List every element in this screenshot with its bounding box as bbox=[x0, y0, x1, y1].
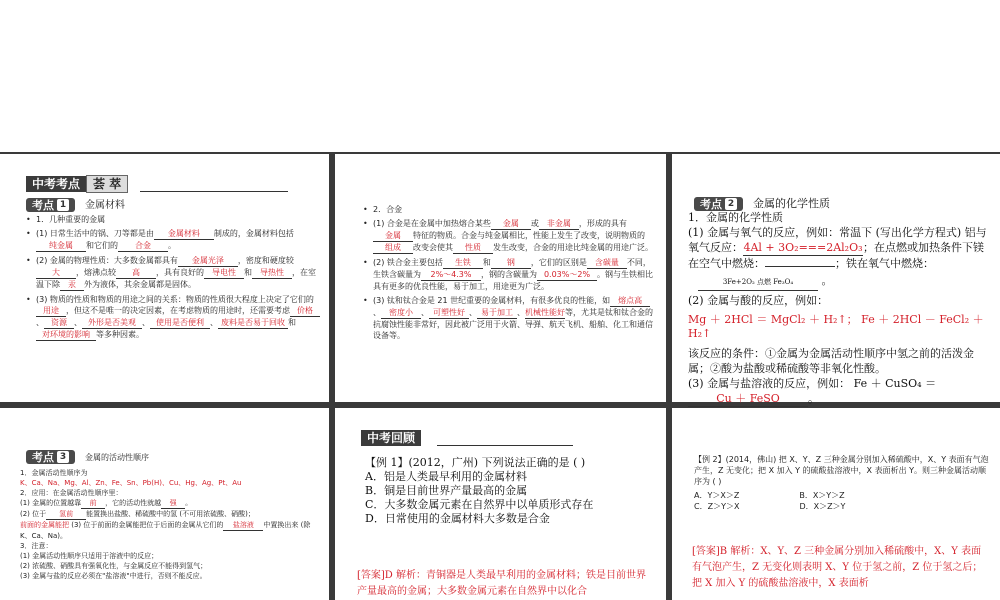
item-text: (3) 金属与盐的反应必须在"盐溶液"中进行，否则不能反应。 bbox=[20, 572, 207, 580]
text: (3) 物质的性质和物质的用途之间的关系：物质的性质很大程度上决定了它们的 bbox=[36, 295, 314, 304]
banner-label: 中考考点 bbox=[26, 176, 86, 192]
item-text: (2) 浓硫酸、硝酸具有强氧化性，与金属反应不能得到氢气； bbox=[20, 562, 208, 570]
answer: 组成 bbox=[373, 242, 413, 254]
topic-tag-number: 2 bbox=[725, 198, 737, 210]
text: ；在点燃或加热条件下镁在空气中燃烧： bbox=[688, 241, 984, 270]
topic-heading bbox=[26, 450, 149, 464]
answer: 合金 bbox=[118, 240, 168, 252]
item-text bbox=[373, 218, 655, 254]
text: 或 bbox=[530, 219, 539, 228]
content bbox=[20, 468, 320, 581]
text: 和 bbox=[244, 268, 252, 277]
item-text: 1．金属活动性顺序为 bbox=[20, 469, 88, 477]
blank-top-area bbox=[0, 0, 1000, 152]
option-d[interactable]: D．日常使用的金属材料大多数是合金 bbox=[365, 512, 550, 525]
answer: 价格 bbox=[290, 305, 320, 317]
answer-explanation: [答案]B 解析：X、Y、Z 三种金属分别加入稀硫酸中，X、Y 表面有气泡产生，Z 无变化则表明 X、Y 位于氢之前，Z 位于氢之后；把 X 加入 Y 的硫酸盐溶液中，X 表面析 bbox=[692, 546, 983, 589]
list-item: • (1) 日常生活中的锅、刀等都是由 金属材料 制成的，金属材料包括纯金属 和它们的 合金 。 bbox=[26, 228, 320, 252]
item-text: 2．应用：在金属活动性顺序里： bbox=[20, 489, 123, 497]
text: (3) 钛和钛合金是 21 世纪重要的金属材料，有很多优良的性能，如 bbox=[373, 296, 611, 305]
slide-example-2[interactable] bbox=[672, 408, 1000, 600]
content bbox=[363, 204, 655, 341]
text: 等多种因素。 bbox=[96, 330, 144, 339]
content bbox=[26, 214, 320, 341]
answer: 可塑性好 bbox=[429, 307, 469, 319]
banner-rule bbox=[437, 445, 573, 446]
answer: 0.03%～2% bbox=[537, 269, 597, 281]
question: 【例 1】(2012，广州) 下列说法正确的是 ( ) bbox=[365, 456, 586, 469]
banner-rule bbox=[140, 191, 288, 192]
item-text bbox=[688, 225, 988, 271]
text: 中置换出来 (除 K、Ca、Na)。 bbox=[20, 521, 311, 540]
text: 改变会使其 bbox=[413, 243, 453, 252]
text: 。 bbox=[185, 499, 193, 507]
answer: 金属光泽 bbox=[178, 255, 238, 267]
text: ，熔沸点较 bbox=[76, 268, 116, 277]
text: ，钢的含碳量为 bbox=[481, 270, 537, 279]
answer: Cu ＋ FeSO bbox=[688, 392, 808, 407]
answer: 导热性 bbox=[252, 267, 292, 279]
section-banner bbox=[361, 430, 421, 446]
text: 不同，生铁含碳量为 bbox=[373, 258, 651, 279]
topic-tag-label: 考点 bbox=[32, 451, 54, 464]
item-text bbox=[373, 257, 655, 292]
item-text: (3) 钛和钛合金是 21 世纪重要的金属材料，有很多优良的性能，如 熔点高、 密度小 、 可塑性好 、 易于加工 、机械性能好等，尤其是钛和钛合金的抗腐蚀性能非常好，因此被广泛用于火箭、导弹、航天飞机、船舶、化工和通信设备等。 bbox=[373, 296, 653, 340]
content bbox=[694, 454, 992, 512]
item-text: (1) 金属活动性顺序只适用于溶液中的反应； bbox=[20, 552, 159, 560]
answer: 2%～4.3% bbox=[421, 269, 481, 281]
text: (2) 铁合金主要包括 bbox=[373, 258, 443, 267]
list-item: • (3) 物质的性质和物质的用途之间的关系：物质的性质很大程度上决定了它们的用途 ，但这不是唯一的决定因素，在考虑物质的用途时，还需要考虑 价格、 资源 、 外形是否美观 、 使用是否便利 、 废料是否易于回收 和对环境的影响 等多种因素。 bbox=[26, 294, 320, 341]
answer: 前 bbox=[81, 498, 105, 509]
answer: 用途 bbox=[36, 305, 66, 317]
banner-sub: 荟 萃 bbox=[86, 175, 128, 193]
answer: 金属 bbox=[373, 230, 413, 242]
answer: 大 bbox=[36, 267, 76, 279]
text: ，它们的区别是 bbox=[530, 258, 587, 267]
item-text: 1．金属的化学性质 bbox=[688, 211, 783, 224]
answer: 汞 bbox=[60, 279, 84, 291]
options-row bbox=[694, 501, 992, 512]
option-d[interactable]: D．X＞Z＞Y bbox=[799, 502, 846, 511]
option-a[interactable]: A．Y＞X＞Z bbox=[694, 491, 740, 500]
answer: 含碳量 bbox=[587, 257, 627, 269]
text: 和 bbox=[482, 258, 491, 267]
item-text: 该反应的条件：①金属为金属活动性顺序中氢之前的活泼金属；②酸为盐酸或稀硫酸等非氧化性酸。 bbox=[688, 347, 974, 375]
item-text: (3) 金属与盐溶液的反应，例如： Fe ＋ CuSO₄ ＝ Cu ＋ FeSO 。 bbox=[688, 377, 937, 405]
topic-title: 金属的活动性顺序 bbox=[85, 452, 149, 462]
option-c[interactable]: C．大多数金属元素在自然界中以单质形式存在 bbox=[365, 498, 594, 511]
text: ，但这不是唯一的决定因素，在考虑物质的用途时，还需要考虑 bbox=[66, 306, 290, 315]
slide-exam-review[interactable] bbox=[335, 408, 666, 600]
content bbox=[365, 456, 655, 526]
answer: 金属 bbox=[491, 218, 531, 230]
slide-alloys[interactable] bbox=[335, 154, 666, 402]
option-a[interactable]: A．铝是人类最早利用的金属材料 bbox=[365, 470, 527, 483]
answer: 前面的金属能把 bbox=[20, 521, 69, 529]
answer: 密度小 bbox=[381, 307, 421, 319]
answer: 生铁 bbox=[443, 257, 483, 269]
text: 制成的，金属材料包括 bbox=[213, 229, 294, 238]
slide-activity-series[interactable] bbox=[0, 408, 329, 600]
option-c[interactable]: C．Z＞Y＞X bbox=[694, 502, 740, 511]
text: ，在室温下除 bbox=[36, 268, 316, 289]
item-text bbox=[20, 498, 320, 509]
list-item: • (1) 合金是在金属中加热熔合某些 金属 或 非金属 ，形成的具有金属 特征的物质。合金与纯金属相比，性能上发生了改变，说明物质的组成 改变会使其 性质 发生改变，合金的用途比纯金属的用途广泛。 bbox=[363, 219, 653, 252]
text: ，形成的具有 bbox=[578, 219, 627, 228]
topic-tag-label: 考点 bbox=[32, 199, 54, 212]
text: ，具有良好的 bbox=[156, 268, 204, 277]
item-text: 2．合金 bbox=[373, 205, 403, 214]
text: (1) 日常生活中的锅、刀等都是由 bbox=[36, 229, 154, 238]
blank bbox=[765, 266, 835, 267]
answer: 盐溶液 bbox=[223, 520, 263, 531]
text: 和它们的 bbox=[86, 241, 118, 250]
answer-explanation: [答案]D 解析：青铜器是人类最早利用的金属材料；铁是目前世界产量最高的金属；大多数金属元素在自然界中以化合 bbox=[357, 570, 646, 597]
text: ，它的活动性就越 bbox=[105, 499, 162, 507]
text: 发生改变，合金的用途比纯金属的用途广泛。 bbox=[493, 243, 653, 252]
topic-tag-number: 1 bbox=[57, 199, 69, 211]
answer: 性质 bbox=[453, 242, 493, 254]
text: 。钢与生铁相比具有更多的优良性能，易于加工，用途更为广泛。 bbox=[373, 270, 653, 291]
answer: Mg ＋ 2HCl ＝ MgCl₂ ＋ H₂↑； Fe ＋ 2HCl － FeCl₂ ＋ H₂↑ bbox=[688, 313, 984, 340]
text: (2) 位于 bbox=[20, 510, 47, 518]
list-item: • (2) 铁合金主要包括 生铁 和 钢 ，它们的区别是 含碳量 不同，生铁含碳量为 2%～4.3% ，钢的含碳量为 0.03%～2% 。钢与生铁相比具有更多的优良性能，易于加工，用途更为广泛。 bbox=[363, 258, 653, 291]
answer: 熔点高 bbox=[610, 295, 650, 307]
topic-tag bbox=[694, 197, 743, 211]
text: (1) 金属与氧气的反应，例如：常温下 (写出化学方程式) 铝与氧气反应： bbox=[688, 226, 987, 254]
question: 【例 2】(2014，佛山) 把 X、Y、Z 三种金属分别加入稀硫酸中，X、Y 表面有气泡产生，Z 无变化；把 X 加入 Y 的硫酸盐溶液中，X 表面析出 Y。则三种金属活动顺序为 ( ) bbox=[694, 455, 989, 486]
topic-tag bbox=[26, 450, 75, 464]
topic-heading bbox=[694, 196, 830, 211]
item-text bbox=[20, 520, 320, 541]
answer: 高 bbox=[116, 267, 156, 279]
banner-label: 中考回顾 bbox=[361, 430, 421, 446]
activity-sequence: K、Ca、Na、Mg、Al、Zn、Fe、Sn、Pb(H)、Cu、Hg、Ag、Pt、Au bbox=[20, 479, 242, 487]
answer: 废料是否易于回收 bbox=[218, 317, 288, 329]
answer: 金属材料 bbox=[154, 228, 214, 240]
answer: 4Al + 3O₂===2Al₂O₃ bbox=[743, 241, 863, 254]
text: ；铁在氧气中燃烧： bbox=[835, 257, 934, 270]
item-text: (2) 金属与酸的反应，例如： bbox=[688, 294, 829, 307]
text: (3) 金属与盐溶液的反应，例如： Fe ＋ CuSO₄ ＝ bbox=[688, 377, 937, 390]
list-item: • 2．合金 bbox=[363, 205, 403, 214]
item-text: (1) 日常生活中的锅、刀等都是由 金属材料 制成的，金属材料包括纯金属 和它们的 合金 。 bbox=[36, 229, 294, 250]
option-b[interactable]: B．铜是目前世界产量最高的金属 bbox=[365, 484, 528, 497]
item-text: 3．注意： bbox=[20, 542, 53, 550]
item-text bbox=[36, 255, 320, 291]
text: 特征的物质。合金与纯金属相比，性能上发生了改变，说明物质的 bbox=[413, 231, 645, 240]
text: ，密度和硬度较 bbox=[237, 256, 294, 265]
answer: 机械性能好 bbox=[525, 308, 565, 317]
text: (2) 金属的物理性质：大多数金属都具有 bbox=[36, 256, 178, 265]
item-text bbox=[20, 509, 320, 520]
text: 能置换出盐酸、稀硫酸中的氢 (不可用浓硫酸、硝酸)； bbox=[86, 510, 255, 518]
item-text: 3Fe+2O₂ 点燃 Fe₃O₄ 。 bbox=[698, 273, 988, 291]
slide-metal-materials[interactable] bbox=[0, 154, 329, 402]
topic-heading bbox=[26, 198, 125, 212]
answer: 使用是否便利 bbox=[150, 317, 210, 329]
topic-title: 金属材料 bbox=[85, 199, 125, 211]
answer: 钢 bbox=[491, 257, 531, 269]
options-row bbox=[694, 490, 992, 501]
answer: 3Fe+2O₂ 点燃 Fe₃O₄ bbox=[698, 275, 818, 291]
answer: 资源 bbox=[44, 317, 74, 329]
answer: 外形是否美观 bbox=[82, 317, 142, 329]
answer: 对环境的影响 bbox=[36, 329, 96, 341]
text: 等，尤其是钛和钛合金的抗腐蚀性能非常好，因此被广泛用于火箭、导弹、航天飞机、船舶、化工和通信设备等。 bbox=[373, 308, 653, 340]
answer: 非金属 bbox=[539, 218, 579, 230]
text: (1) 合金是在金属中加热熔合某些 bbox=[373, 219, 491, 228]
section-banner bbox=[26, 176, 128, 192]
option-b[interactable]: B．X＞Y＞Z bbox=[799, 491, 845, 500]
list-item: • 1．几种重要的金属 bbox=[26, 215, 106, 224]
text: (1) 金属的位置越靠 bbox=[20, 499, 82, 507]
text: (3) 位于前面的金属能把位于后面的金属从它们的 bbox=[71, 521, 224, 529]
topic-title: 金属的化学性质 bbox=[753, 197, 830, 210]
topic-tag-label: 考点 bbox=[700, 197, 722, 211]
answer: 强 bbox=[161, 498, 185, 509]
text: 外为液体，其余金属都是固体。 bbox=[84, 280, 196, 289]
list-item: • (3) 钛和钛合金是 21 世纪重要的金属材料，有很多优良的性能，如 熔点高、 密度小 、 可塑性好 、 易于加工 、机械性能好等，尤其是钛和钛合金的抗腐蚀性能非常好，因此被广泛用于火箭、导弹、航天飞机、船舶、化工和通信设备等。 bbox=[363, 296, 653, 340]
answer: 氢前 bbox=[46, 509, 86, 520]
list-item: • (2) 金属的物理性质：大多数金属都具有 金属光泽 ，密度和硬度较大 ，熔沸点较 高 ，具有良好的 导电性 和 导热性 ，在室温下除 汞 外为液体，其余金属都是固体。 bbox=[26, 255, 320, 291]
answer: 易于加工 bbox=[477, 307, 517, 319]
topic-tag-number: 3 bbox=[57, 451, 69, 463]
slide-grid bbox=[0, 152, 1000, 600]
item-text: (3) 物质的性质和物质的用途之间的关系：物质的性质很大程度上决定了它们的用途 ，但这不是唯一的决定因素，在考虑物质的用途时，还需要考虑 价格、 资源 、 外形是否美观 、 使用是否便利 、 废料是否易于回收 和对环境的影响 等多种因素。 bbox=[36, 294, 320, 341]
answer: 导电性 bbox=[204, 267, 244, 279]
answer: 纯金属 bbox=[36, 240, 86, 252]
slide-chemical-properties[interactable] bbox=[672, 154, 1000, 405]
item-text: 1．几种重要的金属 bbox=[36, 215, 106, 224]
content bbox=[688, 210, 988, 437]
topic-tag bbox=[26, 198, 75, 212]
